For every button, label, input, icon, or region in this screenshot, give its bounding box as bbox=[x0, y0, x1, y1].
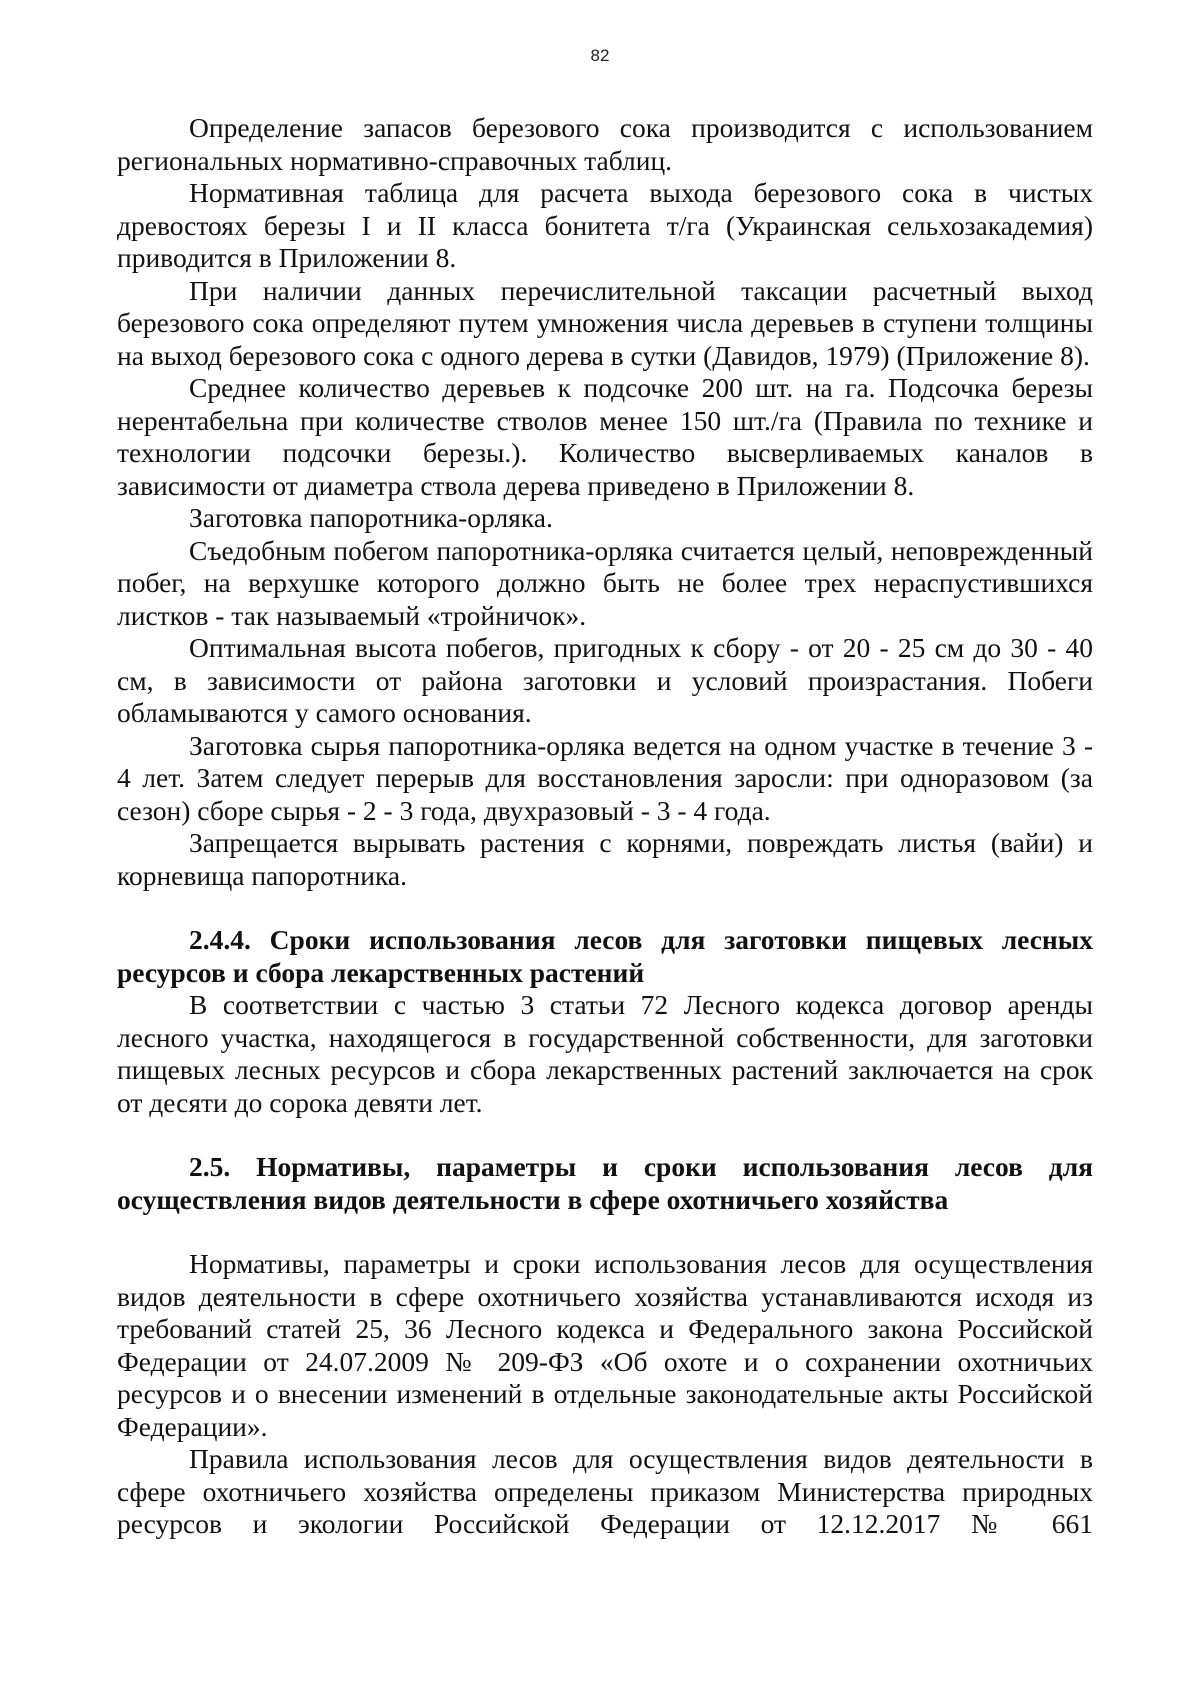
paragraph-normative-table: Нормативная таблица для расчета выхода березового сока в чистых древостоях березы I и II класса бонитета т/га (Украинская сельхозакадемия) приводится в Приложении 8. bbox=[117, 177, 1093, 273]
paragraph-enumeration-taxation: При наличии данных перечислительной таксации расчетный выход березового сока определяют путем умножения числа деревьев в ступени толщины на выход березового сока с одного дерева в сутки (Давидов, 1979) (Приложение 8). bbox=[117, 274, 1093, 371]
paragraph-fern-harvest-title: Заготовка папоротника-орляка. bbox=[189, 502, 553, 533]
paragraph-optimal-height: Оптимальная высота побегов, пригодных к сбору - от 20 - 25 см до 30 - 40 см, в зависимости от района заготовки и условий произрастания. Побеги обламываются у самого основания. bbox=[117, 632, 1093, 728]
section-heading-2-4-4: 2.4.4. Сроки использования лесов для заготовки пищевых лесных ресурсов и сбора лекарственных растений bbox=[117, 924, 1093, 988]
paragraph-birch-sap-reserves: Определение запасов березового сока производится с использованием региональных нормативно-справочных таблиц. bbox=[117, 112, 1093, 176]
paragraph-hunting-rules: Правила использования лесов для осуществления видов деятельности в сфере охотничьего хозяйства определены приказом Министерства природных ресурсов и экологии Российской Федерации от 12.12.2017 № 661 bbox=[117, 1443, 1093, 1539]
paragraph-prohibition: Запрещается вырывать растения с корнями, повреждать листья (вайи) и корневища папоротника. bbox=[117, 827, 1093, 891]
section-heading-2-5: 2.5. Нормативы, параметры и сроки использования лесов для осуществления видов деятельности в сфере охотничьего хозяйства bbox=[117, 1151, 1093, 1215]
page-number: 82 bbox=[590, 46, 610, 65]
paragraph-edible-shoot: Съедобным побегом папоротника-орляка считается целый, неповрежденный побег, на верхушке которого должно быть не более трех нераспустившихся листков - так называемый «тройничок». bbox=[117, 534, 1093, 631]
document-body bbox=[117, 112, 1093, 1541]
paragraph-hunting-norms: Нормативы, параметры и сроки использования лесов для осуществления видов деятельности в сфере охотничьего хозяйства устанавливаются исходя из требований статей 25, 36 Лесного кодекса и Федерального закона Российской Федерации от 24.07.2009 № 209-ФЗ «Об охоте и о сохранении охотничьих ресурсов и о внесении изменений в отдельные законодательные акты Российской Федерации». bbox=[117, 1248, 1093, 1442]
paragraph-average-trees: Среднее количество деревьев к подсочке 200 шт. на га. Подсочка березы нерентабельна при количестве стволов менее 150 шт./га (Правила по технике и технологии подсочки березы.). Количество высверливаемых каналов в зависимости от диаметра ствола дерева приведено в Приложении 8. bbox=[117, 372, 1093, 501]
paragraph-lease-term: В соответствии с частью 3 статьи 72 Лесного кодекса договор аренды лесного участка, находящегося в государственной собственности, для заготовки пищевых лесных ресурсов и сбора лекарственных растений заключается на срок от десяти до сорока девяти лет. bbox=[117, 989, 1093, 1118]
paragraph-harvest-cycle: Заготовка сырья папоротника-орляка ведется на одном участке в течение 3 - 4 лет. Затем следует перерыв для восстановления заросли: при одноразовом (за сезон) сборе сырья - 2 - 3 года, двухразовый - 3 - 4 года. bbox=[117, 729, 1093, 826]
